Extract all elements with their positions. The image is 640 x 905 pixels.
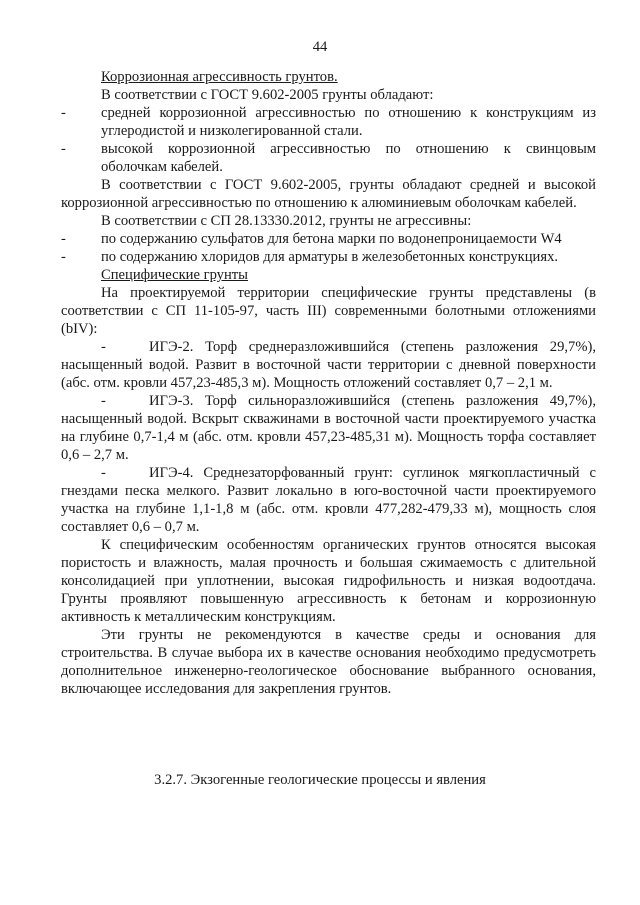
dash-marker: - [101, 465, 106, 481]
section-title [61, 266, 596, 284]
bullet-text: высокой коррозионной агрессивностью по отношению к свинцовым оболочкам кабелей. [101, 141, 596, 175]
paragraph: В соответствии с ГОСТ 9.602-2005, грунты обладают средней и высокой коррозионной агрессивностью по отношению к алюминиевым оболочкам кабелей. [61, 177, 596, 211]
paragraph: В соответствии с СП 28.13330.2012, грунты не агрессивны: [101, 213, 472, 229]
bullet-text: по содержанию сульфатов для бетона марки по водонепроницаемости W4 [101, 231, 562, 247]
list-item-text: ИГЭ-2. Торф среднеразложившийся (степень разложения 29,7%), насыщенный водой. Развит в восточной части территории с дневной поверхности (абс. отм. кровли 457,23-485,3 м). Мощность отложений составляет 0,7 – 2,1 м. [61, 339, 596, 391]
dash-marker: - [101, 393, 106, 409]
bullet-text: по содержанию хлоридов для арматуры в железобетонных конструкциях. [101, 249, 559, 265]
subsection-heading: 3.2.7. Экзогенные геологические процессы и явления [154, 772, 486, 788]
paragraph: В соответствии с ГОСТ 9.602-2005 грунты обладают: [101, 87, 434, 103]
section-title-text: Специфические грунты [101, 267, 248, 283]
paragraph: На проектируемой территории специфические грунты представлены (в соответствии с СП 11-105-97, часть III) современными болотными отложениями (bIV): [61, 285, 596, 337]
list-item [61, 338, 596, 392]
bullet-item [61, 230, 596, 248]
bullet-text: средней коррозионной агрессивностью по отношению к конструкциям из углеродистой и низколегированной стали. [101, 105, 596, 139]
paragraph: К специфическим особенностям органических грунтов относятся высокая пористость и влажность, малая прочность и большая сжимаемость с длительной консолидацией при уплотнении, высокая гидрофильность и низкая водоотдача. Грунты проявляют повышенную агрессивность к бетонам и коррозионную активность к металлическим конструкциям. [61, 537, 596, 625]
dash-marker: - [61, 249, 66, 265]
list-item [61, 464, 596, 536]
dash-marker: - [61, 105, 66, 121]
list-item-text: ИГЭ-4. Среднезаторфованный грунт: суглинок мягкопластичный с гнездами песка мелкого. Развит локально в юго-восточной части проектируемого участка на глубине 1,1-1,8 м (абс. отм. кровли 477,282-479,33 м), мощность слоя составляет 0,6 – 0,7 м. [61, 465, 596, 535]
dash-marker: - [61, 231, 66, 247]
bullet-item [61, 104, 596, 140]
list-item-text: ИГЭ-3. Торф сильноразложившийся (степень разложения 49,7%), насыщенный водой. Вскрыт скважинами в восточной части проектируемого участка на глубине 0,7-1,4 м (абс. отм. кровли 457,23-485,31 м). Мощность торфа составляет 0,6 – 2,7 м. [61, 393, 596, 463]
section-title [61, 68, 596, 86]
dash-marker: - [101, 339, 106, 355]
section-title-text: Коррозионная агрессивность грунтов. [101, 69, 338, 85]
page-number: 44 [312, 39, 328, 55]
page-body [61, 68, 596, 698]
bullet-item [61, 248, 596, 266]
list-item [61, 392, 596, 464]
bullet-item [61, 140, 596, 176]
paragraph: Эти грунты не рекомендуются в качестве среды и основания для строительства. В случае выбора их в качестве основания необходимо предусмотреть дополнительное инженерно-геологическое обоснование выбранного основания, включающее исследования для закрепления грунтов. [61, 627, 596, 697]
dash-marker: - [61, 141, 66, 157]
